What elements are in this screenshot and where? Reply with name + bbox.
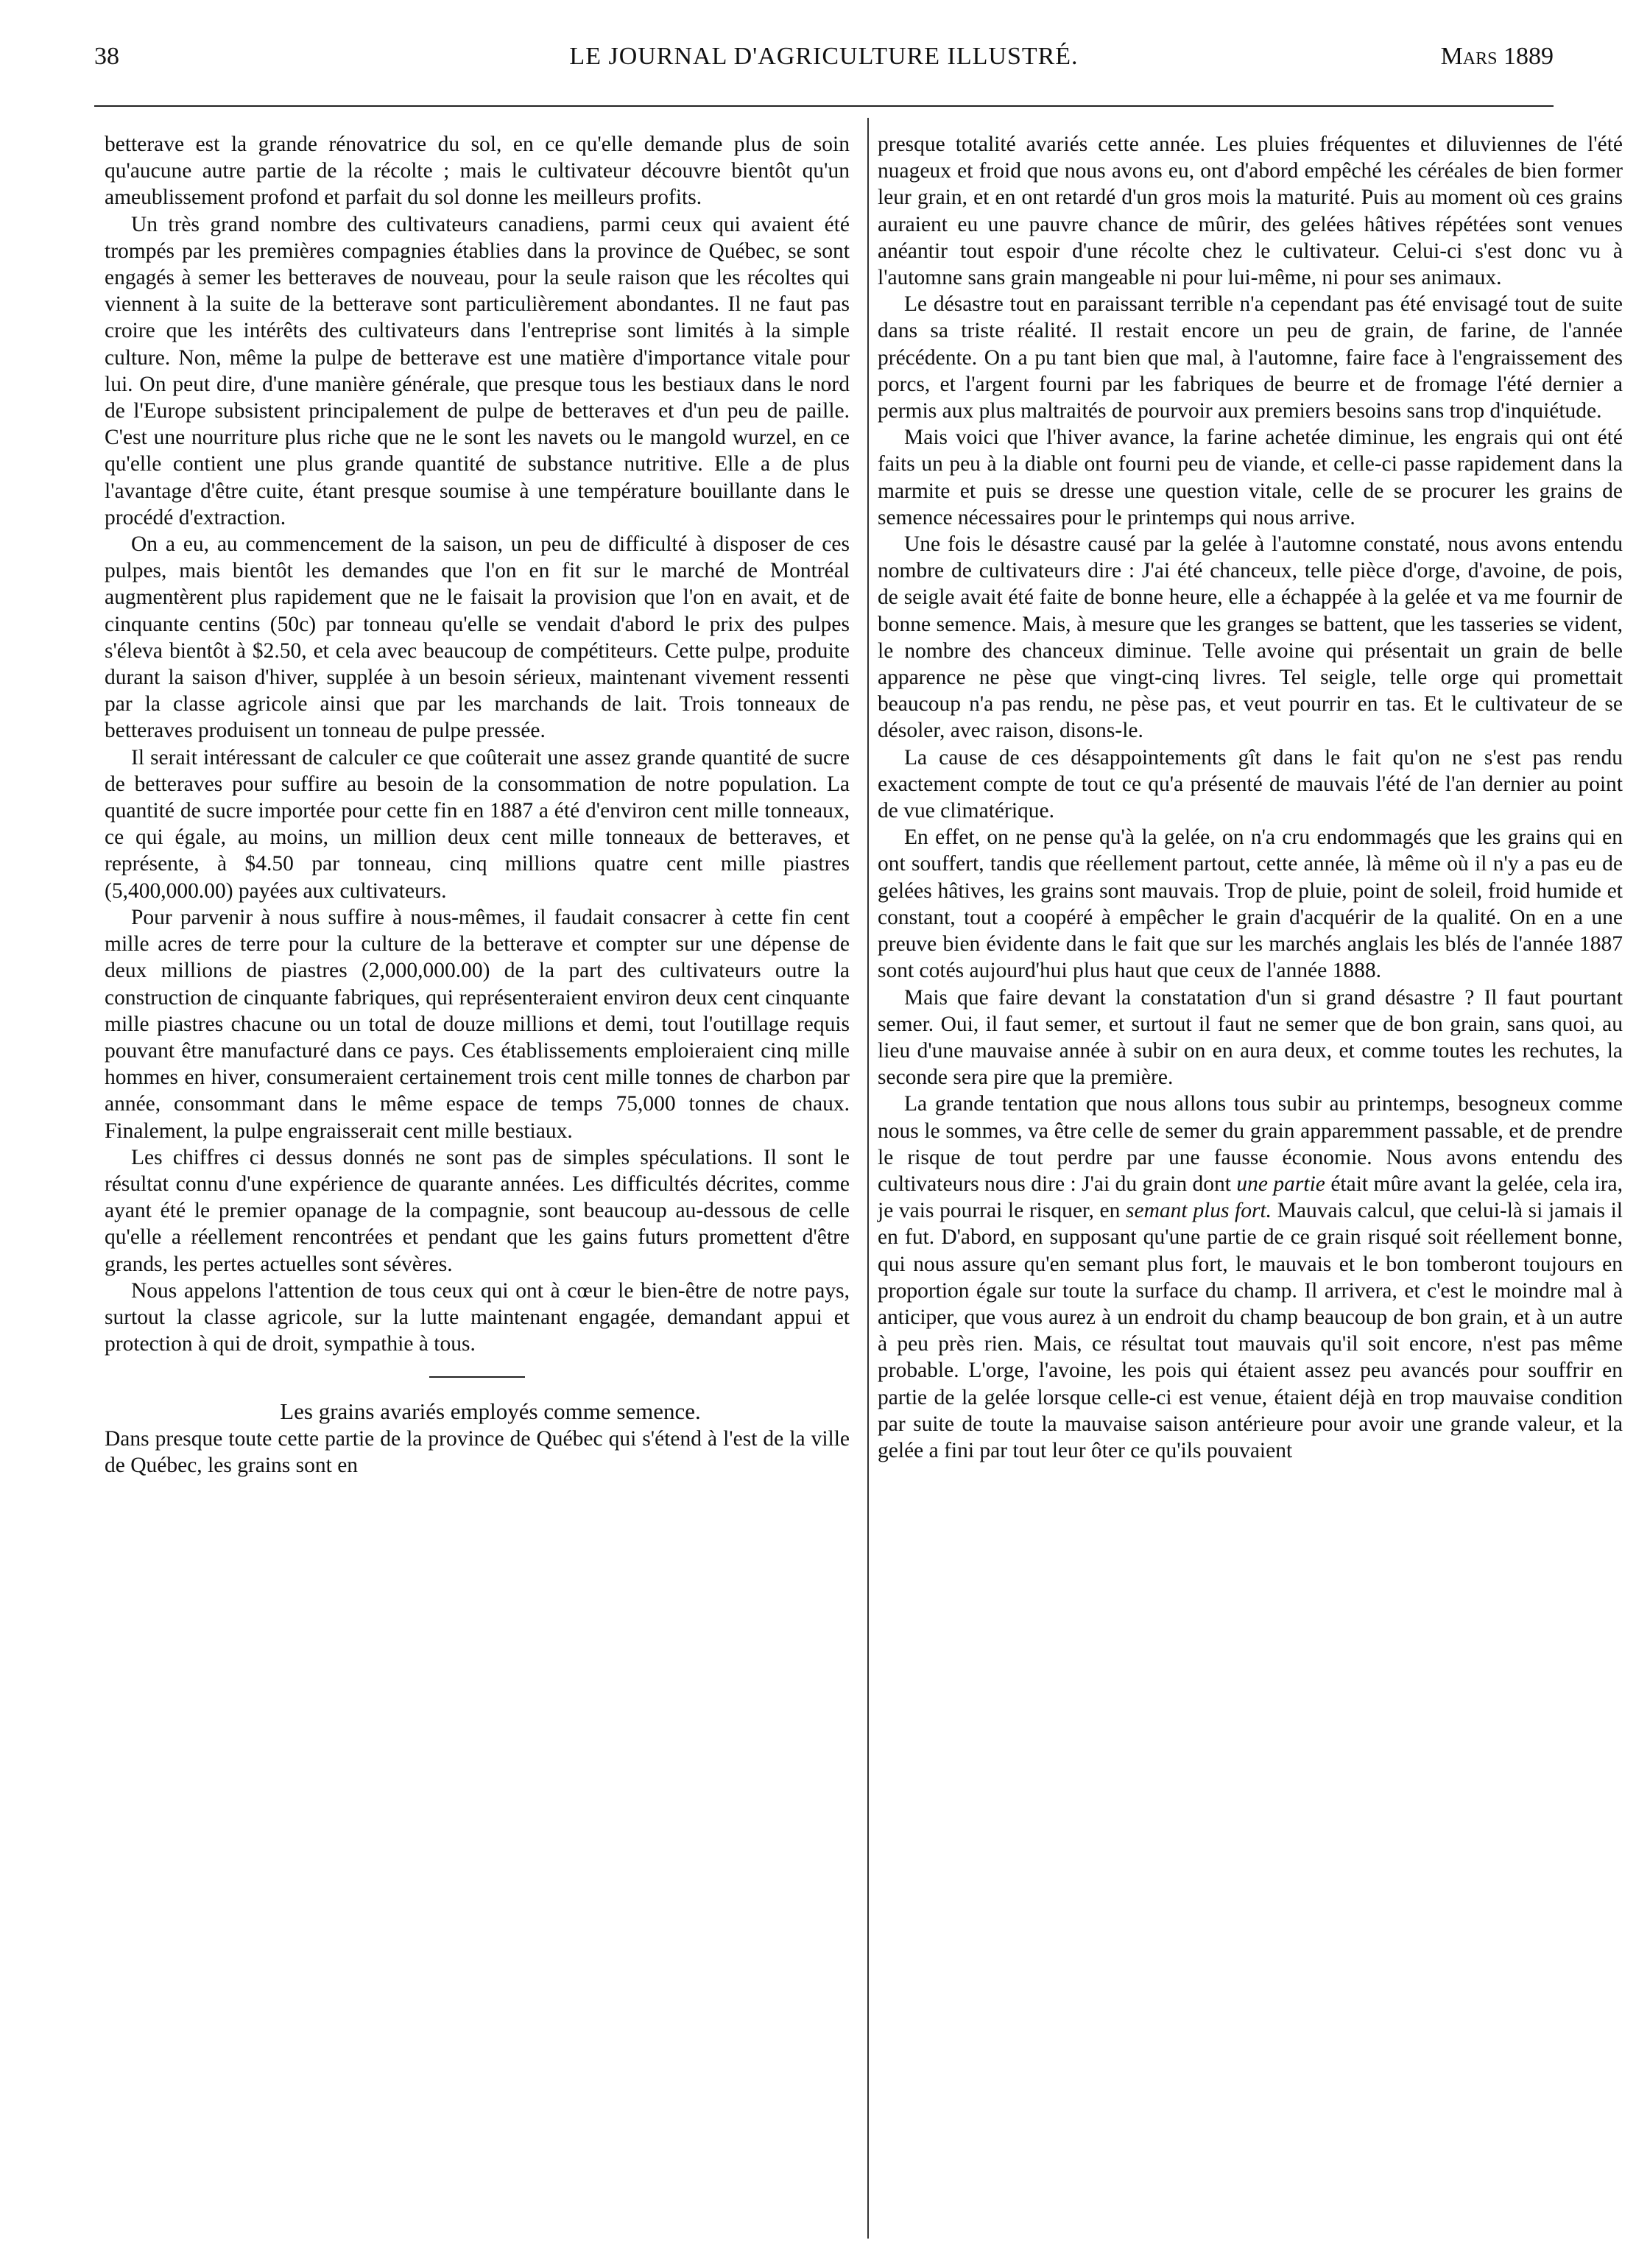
paragraph: presque totalité avariés cette année. Les pluies fréquentes et diluviennes de l'été nuageux et froid que nous avons eu, ont d'abord empêché les céréales de bien former leur grain, et en ont retardé d'un gros mois la maturité. Puis au moment où ces grains auraient eu une pauvre chance de mûrir, des gelées hâtives répétées sont venues anéantir tout espoir d'une récolte chez le cultivateur. Celui-ci s'est donc vu à l'automne sans grain mangeable ni pour lui-même, ni pour ses animaux. — [878, 133, 1623, 290]
section-divider — [429, 1376, 525, 1378]
column-separator — [867, 118, 869, 2239]
text-run: était mûre avant la gelée, cela ira, je vais pourrai le risquer, en — [878, 1172, 1623, 1223]
paragraph-tentation — [878, 1091, 1623, 1464]
section-opening-paragraph: Dans presque toute cette partie de la province de Québec qui s'étend à l'est de la ville de Québec, les grains sont en — [105, 1426, 850, 1477]
paragraph: Un très grand nombre des cultivateurs canadiens, parmi ceux qui avaient été trompés par les premières compagnies établies dans la province de Québec, se sont engagés à semer les betteraves de nouveau, pour la seule raison que les récoltes qui viennent à la suite de la betterave sont particulièrement abondantes. Il ne faut pas croire que les intérêts des cultivateurs dans l'entreprise sont limités à la simple culture. Non, même la pulpe de betterave est une matière d'importance vitale pour lui. On peut dire, d'une manière générale, que presque tous les bestiaux dans le nord de l'Europe subsistent principalement de pulpe de betteraves et d'un peu de paille. C'est une nourriture plus riche que ne le sont les navets ou le mangold wurzel, en ce qu'elle contient une plus grande quantité de substance nutritive. Elle a de plus l'avantage d'être cuite, étant presque soumise à une température bouillante dans le procédé d'extraction. — [105, 212, 850, 529]
text-run: Mauvais calcul, que celui-là si jamais il en fut. D'abord, en supposant qu'une partie de ce grain risqué soit réellement bonne, qui nous assure qu'en semant plus fort, le mauvais et le bon tomberont toujours en proportion égale sur toute la surface du champ. Il arrivera, et c'est le moindre mal à anticiper, que vous aurez à un endroit du champ beaucoup de bon grain, et à un autre à peu près rien. Mais, ce résultat tout mauvais qu'il soit encore, n'est pas même probable. L'orge, l'avoine, les pois qui étaient assez peu avancés pour souffrir en partie de la gelée lorsque celle-ci est venue, étaient déjà en trop mauvaise condition par suite de toute la mauvaise saison antérieure pour avoir une grande valeur, et la gelée a fini par tout leur ôter ce qu'ils pouvaient — [878, 1199, 1623, 1462]
section-title: Les grains avariés employés comme semence. — [280, 1398, 701, 1425]
paragraph: Le désastre tout en paraissant terrible n'a cependant pas été envisagé tout de suite dans sa triste réalité. Il restait encore un peu de grain, de farine, de l'année précédente. On a pu tant bien que mal, à l'automne, faire face à l'engraissement des porcs, et l'argent fourni par les fabriques de beurre et de fromage l'été dernier a permis aux plus maltraités de pourvoir aux premiers besoins sans trop d'inquiétude. — [878, 292, 1623, 423]
paragraph: Pour parvenir à nous suffire à nous-mêmes, il faudait consacrer à cette fin cent mille acres de terre pour la culture de la betterave et compter sur une dépense de deux millions de piastres (2,000,000.00) de la part des cultivateurs outre la construction de cinquante fabriques, qui représenteraient environ deux cent cinquante mille piastres chacune ou un total de douze millions et demi, tout l'outillage requis pouvant être manufacturé dans ce pays. Ces établissements emploieraient cinq mille hommes en hiver, consumeraient certainement trois cent mille tonnes de charbon par année, consommant dans le même espace de temps 75,000 tonnes de chaux. Finalement, la pulpe engraisserait cent mille bestiaux. — [105, 905, 850, 1143]
italic-text: semant plus fort. — [1126, 1199, 1272, 1223]
paragraph: En effet, on ne pense qu'à la gelée, on n'a cru endommagés que les grains qui en ont souffert, tandis que réellement partout, cette année, là même où il n'y a pas eu de gelées hâtives, les grains sont mauvais. Trop de pluie, point de soleil, froid humide et constant, tout a coopéré à empêcher le grain d'acquérir de la qualité. On en a une preuve bien évidente dans le fait que sur les marchés anglais les blés de l'année 1887 sont cotés aujourd'hui plus haut que ceux de l'année 1888. — [878, 825, 1623, 983]
paragraph: Il serait intéressant de calculer ce que coûterait une assez grande quantité de sucre de betteraves pour suffire au besoin de la consommation de notre population. La quantité de sucre importée pour cette fin en 1887 a été d'environ cent mille tonneaux, ce qui égale, au moins, un million deux cent mille tonneaux de betteraves, et représente, à $4.50 par tonneau, cinq millions quatre cent mille piastres (5,400,000.00) payées aux cultivateurs. — [105, 745, 850, 903]
paragraph: Nous appelons l'attention de tous ceux qui ont à cœur le bien-être de notre pays, surtout la classe agricole, sur la lutte maintenant engagée, demandant appui et protection à qui de droit, sympathie à tous. — [105, 1278, 850, 1356]
text-run: La grande tentation que nous allons tous subir au printemps, besogneux comme nous le sommes, va être celle de semer du grain apparemment passable, et de prendre le risque de tout perdre par une fausse économie. Nous avons entendu des cultivateurs nous dire : J'ai du grain dont — [878, 1092, 1623, 1196]
header-rule — [94, 105, 1554, 107]
paragraph: Les chiffres ci dessus donnés ne sont pas de simples spéculations. Il sont le résultat connu d'une expérience de quarante années. Les difficultés décrites, comme ayant été le premier opanage de la compagnie, sont beaucoup au-dessous de celle qu'elle a réellement rencontrées et pendant que les gains futurs promettent d'être grands, les pertes actuelles sont sévères. — [105, 1145, 850, 1276]
italic-text: une partie — [1236, 1172, 1325, 1196]
journal-title: LE JOURNAL D'AGRICULTURE ILLUSTRÉ. — [569, 43, 1079, 70]
left-column — [105, 131, 850, 1479]
issue-date: Mars 1889 — [1440, 43, 1554, 70]
paragraph: La cause de ces désappointements gît dans le fait qu'on ne s'est pas rendu exactement compte de tout ce qu'a présenté de mauvais l'été de l'an dernier au point de vue climatérique. — [878, 745, 1623, 823]
paragraph: betterave est la grande rénovatrice du sol, en ce qu'elle demande plus de soin qu'aucune autre partie de la récolte ; mais le cultivateur découvre bientôt qu'un ameublissement profond et parfait du sol donne les meilleurs profits. — [105, 133, 850, 210]
page-number: 38 — [94, 43, 119, 70]
paragraph: On a eu, au commencement de la saison, un peu de difficulté à disposer de ces pulpes, mais bientôt les demandes que l'on en fit sur le marché de Montréal augmentèrent plus rapidement que ne le faisait la provision que l'on en avait, et de cinquante centins (50c) par tonneau qu'elle se vendait d'abord le prix des pulpes s'éleva bientôt à $2.50, et cela avec beaucoup de compétiteurs. Cette pulpe, produite durant la saison d'hiver, supplée à un besoin sérieux, maintenant vivement ressenti par la classe agricole ainsi que par les marchands de lait. Trois tonneaux de betteraves produisent un tonneau de pulpe pressée. — [105, 532, 850, 743]
page-header — [94, 43, 1554, 80]
right-column — [878, 131, 1623, 1464]
paragraph: Mais que faire devant la constatation d'un si grand désastre ? Il faut pourtant semer. Oui, il faut semer, et surtout il faut ne semer que de bon grain, sans quoi, au lieu d'une mauvaise année à subir on en aura deux, et comme toutes les rechutes, la seconde sera pire que la première. — [878, 985, 1623, 1090]
paragraph: Mais voici que l'hiver avance, la farine achetée diminue, les engrais qui ont été faits un peu à la diable ont fourni peu de viande, et celle-ci passe rapidement dans la marmite et puis se dresse une question vitale, celle de se procurer les grains de semence nécessaires pour le printemps qui nous arrive. — [878, 426, 1623, 529]
paragraph: Une fois le désastre causé par la gelée à l'automne constaté, nous avons entendu nombre de cultivateurs dire : J'ai été chanceux, telle pièce d'orge, d'avoine, de pois, de seigle avait été faite de bonne heure, elle a échappée à la gelée et va me fournir de bonne semence. Mais, à mesure que les granges se battent, que les tasseries se vident, le nombre des chanceux diminue. Telle avoine qui présentait un grain de belle apparence ne pèse que vingt-cinq livres. Tel seigle, telle orge qui promettait beaucoup n'a pas rendu, ne pèse pas, et veut pourrir en tas. Et le cultivateur de se désoler, avec raison, disons-le. — [878, 532, 1623, 743]
